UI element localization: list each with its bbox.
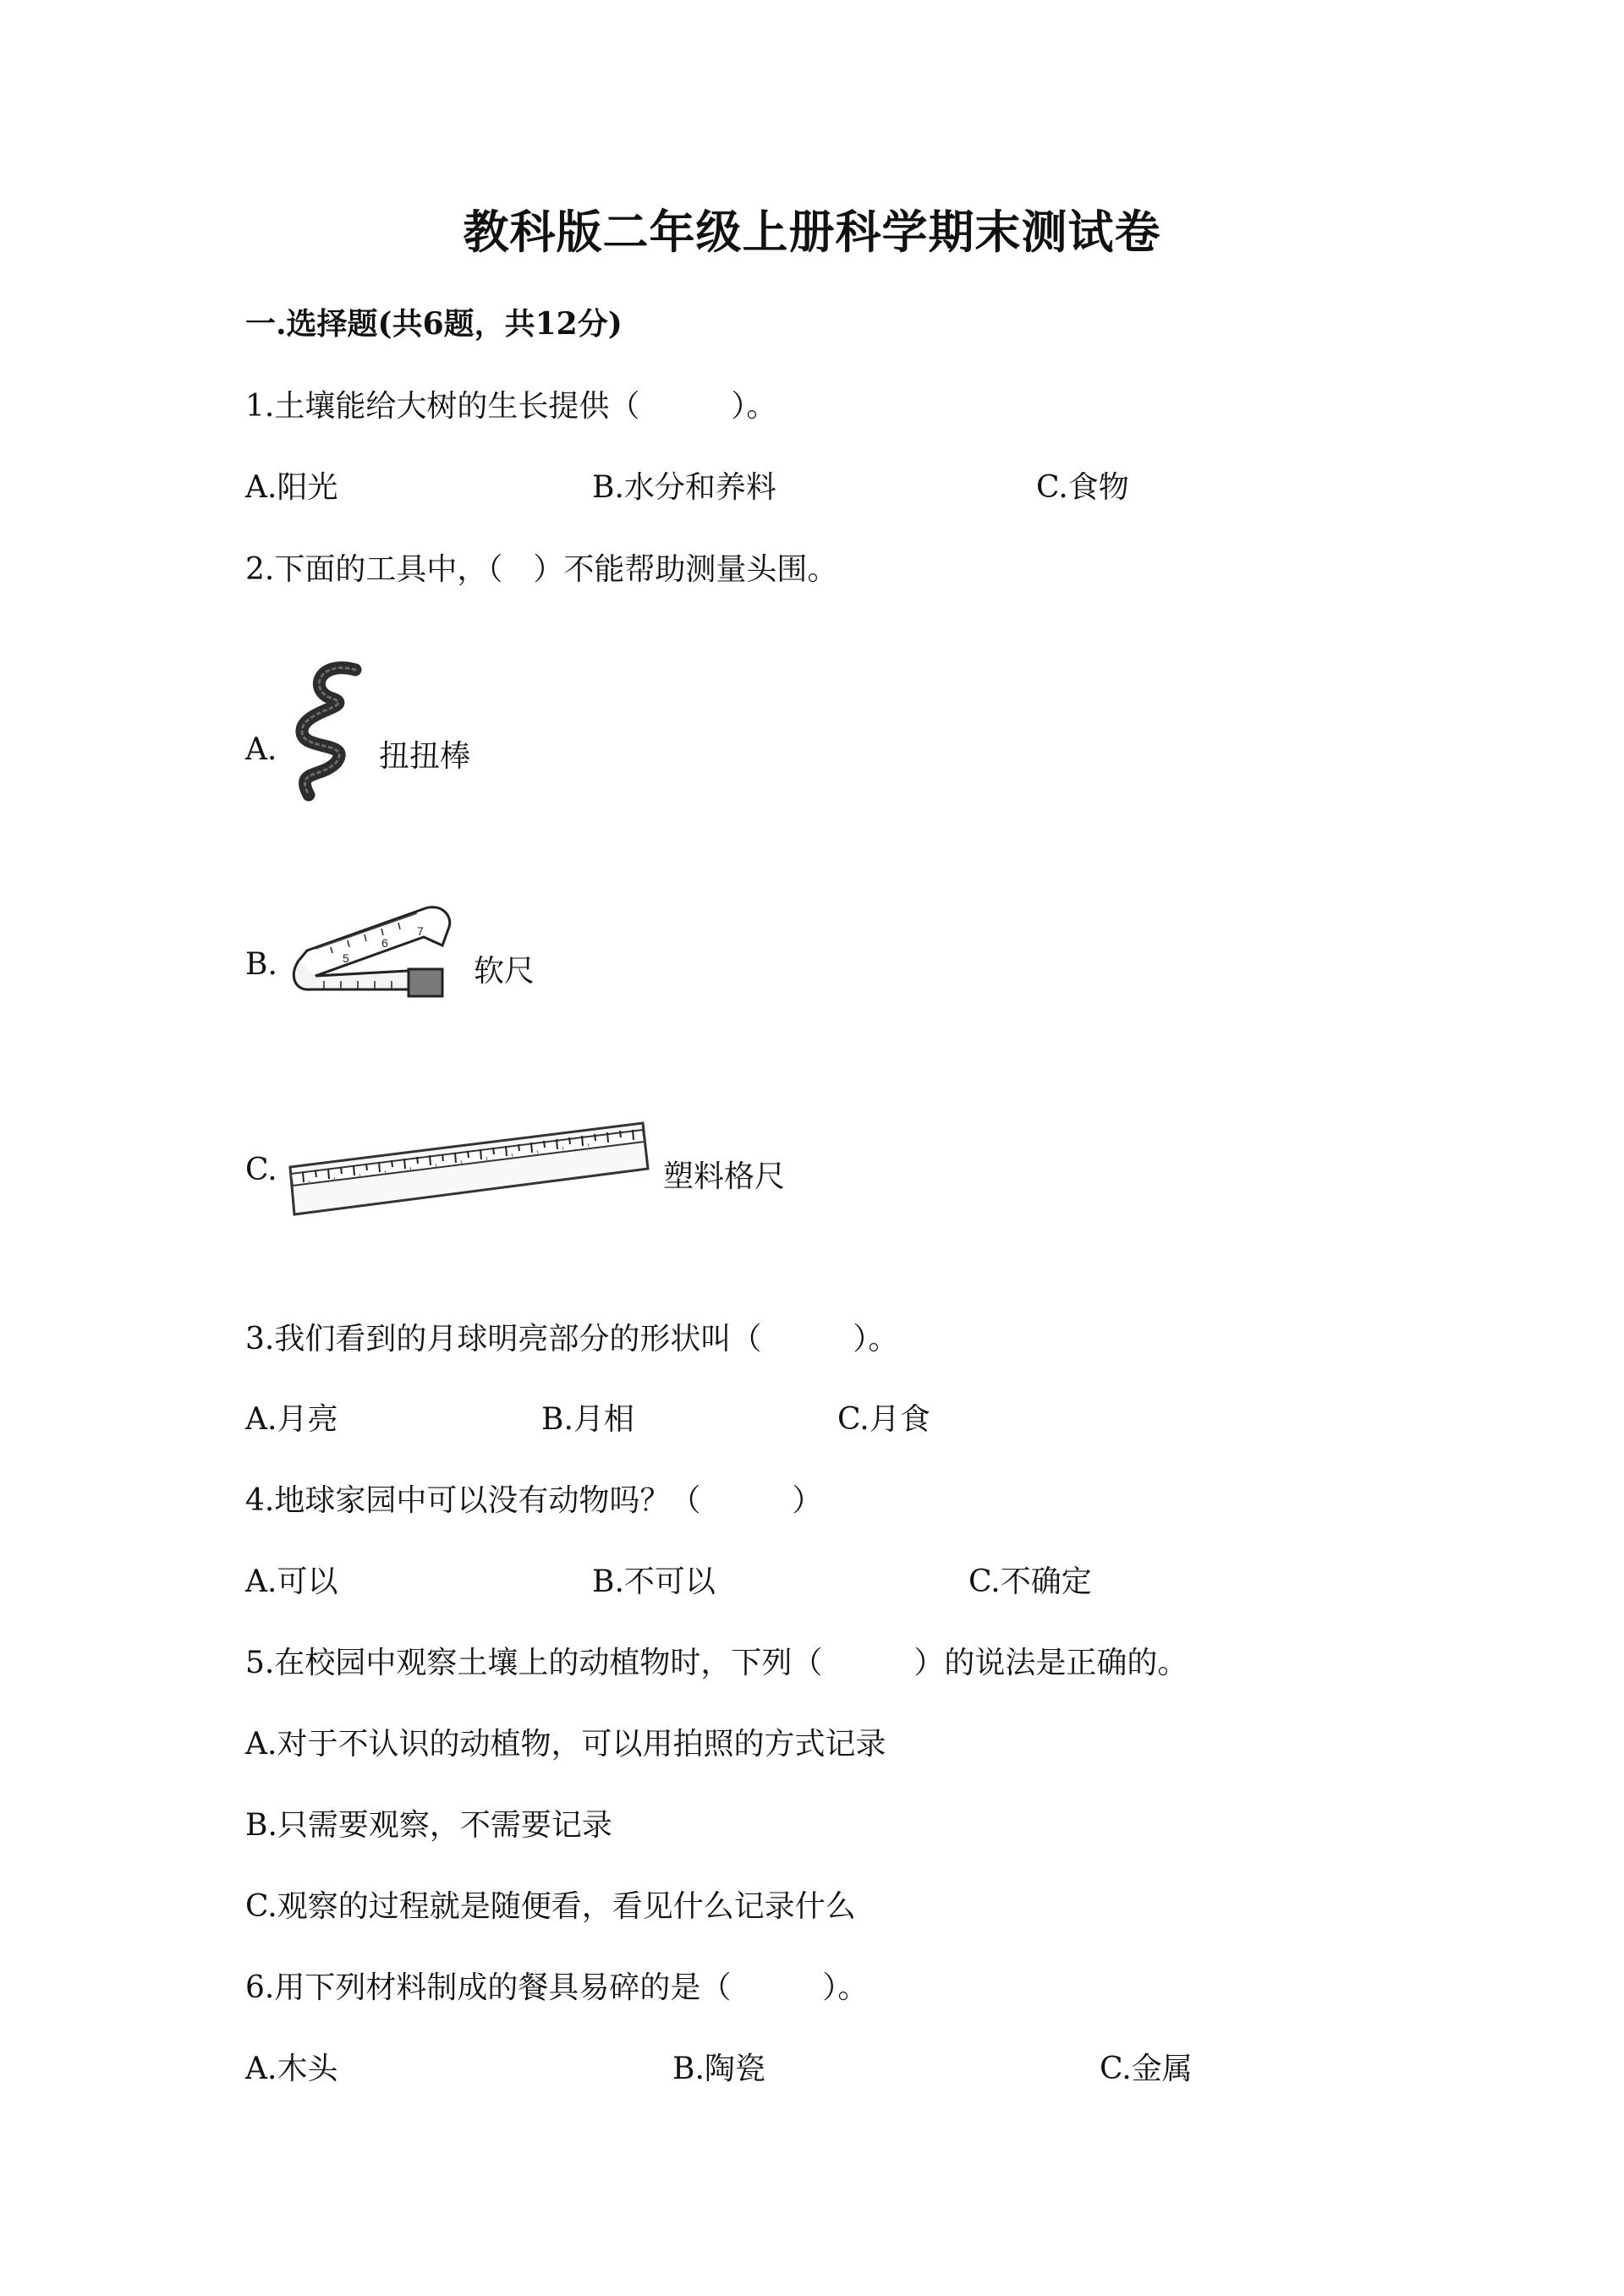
question-5-stem: 5.在校园中观察土壤上的动植物时，下列（ ）的说法是正确的。 [245,1646,1188,1680]
question-6-option-c: C.金属 [1100,2052,1193,2086]
question-1-option-c: C.食物 [1036,470,1129,505]
question-5-option-c: C.观察的过程就是随便看，看见什么记录什么 [245,1889,856,1924]
question-6-option-a: A.木头 [245,2052,338,2086]
tape-mark: 7 [417,924,424,938]
tape-mark: 6 [381,936,388,950]
question-6-stem: 6.用下列材料制成的餐具易碎的是（ ）。 [245,1970,869,2005]
tape-measure-image [282,898,459,1016]
question-5-option-b: B.只需要观察，不需要记录 [245,1808,612,1843]
question-1-option-a: A.阳光 [245,470,338,505]
question-4-option-b: B.不可以 [592,1564,716,1599]
question-2-stem: 2.下面的工具中，（ ）不能帮助测量头围。 [245,552,838,587]
question-2-option-c-text: 塑料格尺 [663,1159,786,1194]
question-4-stem: 4.地球家园中可以没有动物吗？（ ） [245,1483,823,1518]
tape-mark: 5 [343,951,349,965]
question-4-option-a: A.可以 [245,1564,338,1599]
question-5-option-a: A.对于不认识的动植物，可以用拍照的方式记录 [245,1727,886,1762]
question-3-stem: 3.我们看到的月球明亮部分的形状叫（ ）。 [245,1322,899,1356]
question-4-option-c: C.不确定 [968,1564,1092,1599]
question-6-option-b: B.陶瓷 [672,2052,765,2086]
plastic-ruler-image [286,1115,650,1225]
pipe-cleaner-image [283,658,368,806]
page-title: 教科版二年级上册科学期末测试卷 [463,205,1161,259]
question-3-option-a: A.月亮 [245,1402,338,1437]
question-3-option-c: C.月食 [837,1402,930,1437]
question-1-stem: 1.土壤能给大树的生长提供（ ）。 [245,389,777,424]
question-3-option-b: B.月相 [541,1402,634,1437]
question-2-option-a-text: 扭扭棒 [379,739,471,774]
section-heading: 一.选择题(共6题，共12分) [245,306,623,342]
question-2-option-b-text: 软尺 [474,954,535,989]
question-2-option-b-label: B. [245,947,277,982]
question-2-option-c-label: C. [245,1153,277,1187]
question-2-option-a-label: A. [245,732,277,767]
question-1-option-b: B.水分和养料 [592,470,776,505]
